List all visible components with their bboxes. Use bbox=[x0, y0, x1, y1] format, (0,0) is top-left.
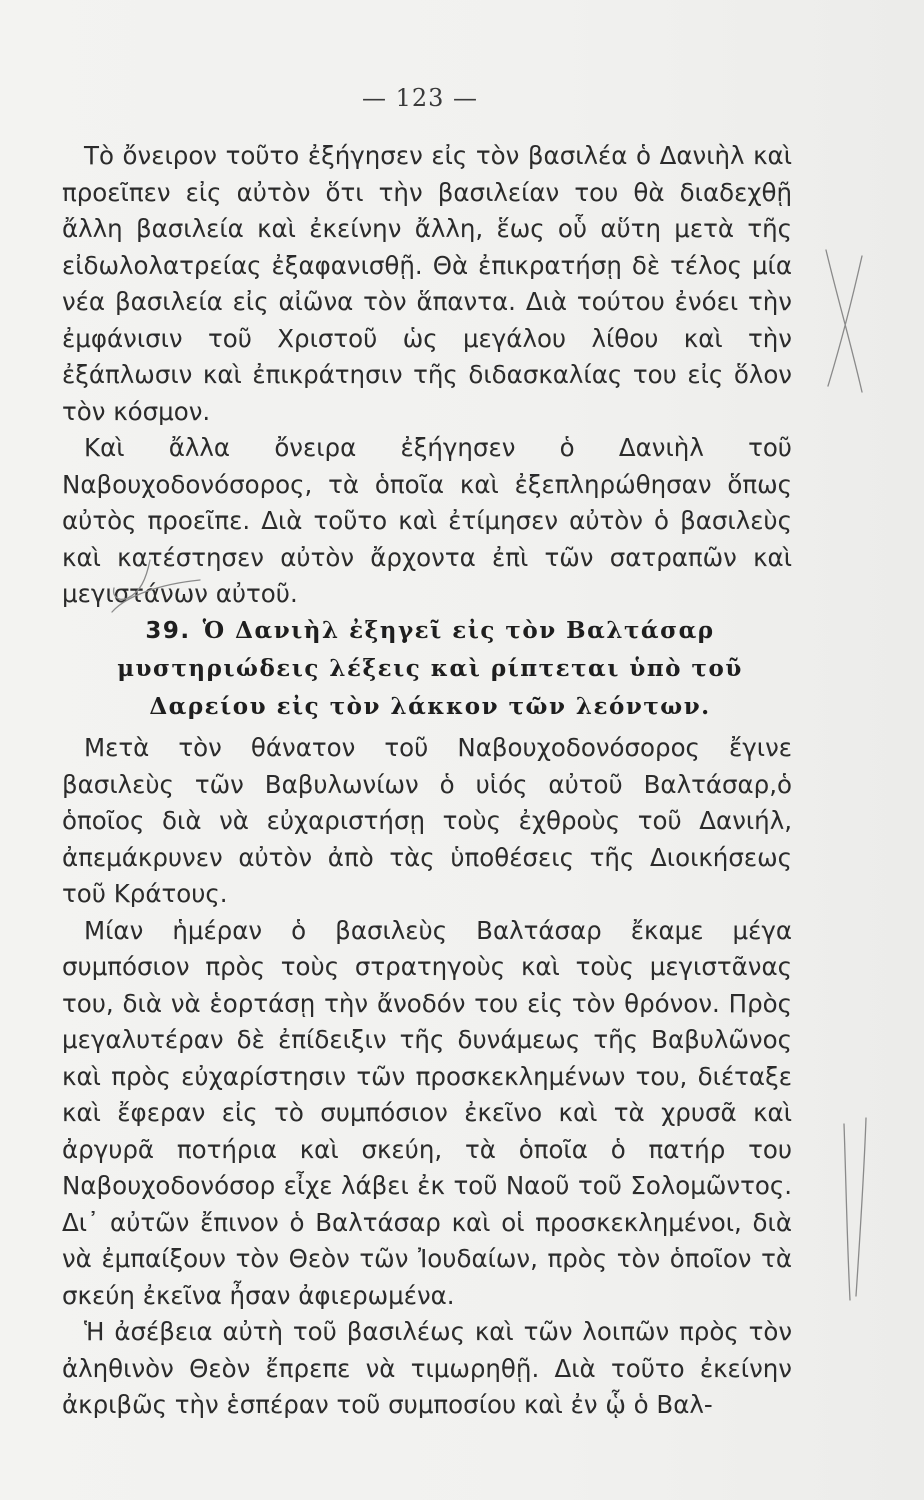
section-title: Ὁ Δανιὴλ ἐξηγεῖ εἰς τὸν Βαλτάσαρ μυστηριώδεις λέξεις καὶ ρίπτεται ὑπὸ τοῦ Δαρείου εἰς τὸν λάκκον τῶν λεόντων. bbox=[117, 617, 743, 720]
pencil-hook-mark bbox=[114, 560, 150, 599]
pencil-cross-mark bbox=[826, 250, 862, 392]
paragraph: Ἡ ἀσέβεια αὐτὴ τοῦ βασιλέως καὶ τῶν λοιπῶν πρὸς τὸν ἀληθινὸν Θεὸν ἔπρεπε νὰ τιμωρηθῇ. Διὰ τοῦτο ἐκείνην ἀκριβῶς τὴν ἑσπέραν τοῦ συμποσίου καὶ ἐν ᾧ ὁ Βαλ- bbox=[62, 1317, 792, 1419]
page-number: — 123 — bbox=[361, 84, 479, 112]
paragraph: Τὸ ὄνειρον τοῦτο ἐξήγησεν εἰς τὸν βασιλέα ὁ Δανιὴλ καὶ προεῖπεν εἰς αὐτὸν ὅτι τὴν βασιλείαν του θὰ διαδεχθῇ ἄλλη βασιλεία καὶ ἐκείνην ἄλλη, ἕως οὗ αὕτη μετὰ τῆς εἰδωλολατρείας ἐξαφανισθῇ. Θὰ ἐπικρατήσῃ δὲ τέλος μία νέα βασιλεία εἰς αἰῶνα τὸν ἅπαντα. Διὰ τούτου ἐνόει τὴν ἐμφάνισιν τοῦ Χριστοῦ ὡς μεγάλου λίθου καὶ τὴν ἐξάπλωσιν καὶ ἐπικράτησιν τῆς διδασκαλίας του εἰς ὅλον τὸν κόσμον. bbox=[62, 141, 792, 426]
paragraph: Καὶ ἄλλα ὄνειρα ἐξήγησεν ὁ Δανιὴλ τοῦ Ναβουχοδονόσορος, τὰ ὁποῖα καὶ ἐξεπληρώθησαν ὅπως αὐτὸς προεῖπε. Διὰ τοῦτο καὶ ἐτίμησεν αὐτὸν ὁ βασιλεὺς καὶ κατέστησεν αὐτὸν ἄρχοντα ἐπὶ τῶν σατραπῶν καὶ μεγιστάνων αὐτοῦ. bbox=[62, 433, 792, 608]
section-number: 39. bbox=[145, 618, 191, 644]
paragraph: Μετὰ τὸν θάνατον τοῦ Ναβουχοδονόσορος ἔγινε βασιλεὺς τῶν Βαβυλωνίων ὁ υἱός αὐτοῦ Βαλτάσαρ,ὁ ὁποῖος διὰ νὰ εὐχαριστήσῃ τοὺς ἐχθροὺς τοῦ Δανιήλ, ἀπεμάκρυνεν αὐτὸν ἀπὸ τὰς ὑποθέσεις τῆς Διοικήσεως τοῦ Κράτους. bbox=[62, 733, 792, 908]
paragraph: Μίαν ἡμέραν ὁ βασιλεὺς Βαλτάσαρ ἔκαμε μέγα συμπόσιον πρὸς τοὺς στρατηγοὺς καὶ τοὺς μεγιστᾶνας του, διὰ νὰ ἑορτάσῃ τὴν ἄνοδόν του εἰς τὸν θρόνον. Πρὸς μεγαλυτέραν δὲ ἐπίδειξιν τῆς δυνάμεως τῆς Βαβυλῶνος καὶ πρὸς εὐχαρίστησιν τῶν προσκεκλημένων του, διέταξε καὶ ἔφεραν εἰς τὸ συμπόσιον ἐκεῖνο καὶ τὰ χρυσᾶ καὶ ἀργυρᾶ ποτήρια καὶ σκεύη, τὰ ὁποῖα ὁ πατήρ του Ναβουχοδονόσορ εἶχε λάβει ἐκ τοῦ Ναοῦ τοῦ Σολομῶντος. Δι᾿ αὐτῶν ἔπινον ὁ Βαλτάσαρ καὶ οἱ προσκεκλημένοι, διὰ νὰ ἐμπαίξουν τὸν Θεὸν τῶν Ἰουδαίων, πρὸς τὸν ὁποῖον τὰ σκεύη ἐκεῖνα ἦσαν ἀφιερωμένα. bbox=[62, 915, 792, 1310]
pencil-margin-line bbox=[844, 1124, 850, 1300]
pencil-curve-mark bbox=[112, 580, 200, 612]
pencil-margin-line bbox=[856, 1118, 866, 1296]
